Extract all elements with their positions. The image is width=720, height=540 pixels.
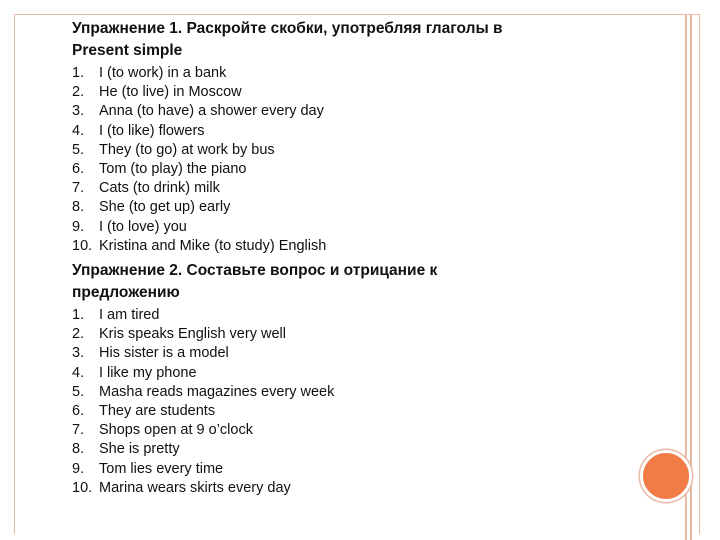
item-text: I (to work) in a bank xyxy=(99,65,227,81)
list-item xyxy=(72,102,632,121)
item-text: They (to go) at work by bus xyxy=(99,141,275,158)
exercise-1 xyxy=(72,18,632,256)
item-text: Kris speaks English very well xyxy=(99,326,286,343)
list-item xyxy=(72,64,632,83)
item-number: 10. xyxy=(72,237,93,254)
item-number: 9. xyxy=(72,460,85,477)
item-number: 6. xyxy=(72,161,85,178)
item-number: 7. xyxy=(72,422,85,439)
item-number: 4. xyxy=(72,122,85,139)
list-item xyxy=(72,383,632,402)
list-item xyxy=(72,198,632,217)
item-number: 8. xyxy=(72,441,85,458)
item-number: 4. xyxy=(72,364,85,381)
item-text: She is pretty xyxy=(99,441,180,458)
list-item xyxy=(72,402,632,421)
exercise-2-title xyxy=(72,260,632,304)
item-text: Tom lies every time xyxy=(99,460,224,477)
list-item xyxy=(72,179,632,198)
list-item xyxy=(72,440,632,459)
item-number: 9. xyxy=(72,218,85,235)
exercise-2 xyxy=(72,260,632,498)
list-item xyxy=(72,122,632,141)
item-text: Tom (to play) the piano xyxy=(99,161,247,178)
frame-right-rule-outer xyxy=(690,14,692,540)
list-item xyxy=(72,237,632,256)
item-number: 3. xyxy=(72,103,85,120)
list-item xyxy=(72,421,632,440)
slide-content xyxy=(72,18,632,502)
list-item xyxy=(72,460,632,479)
item-number: 7. xyxy=(72,180,85,197)
item-number: 5. xyxy=(72,141,85,158)
item-text: Cats (to drink) milk xyxy=(99,180,220,197)
item-number: 1. xyxy=(72,307,85,324)
exercise-1-title xyxy=(72,18,632,62)
item-number: 2. xyxy=(72,84,85,101)
item-text: Kristina and Mike (to study) English xyxy=(99,237,327,254)
list-item xyxy=(72,83,632,102)
exercise-2-title-line1: Упражнение 2. Составьте вопрос и отрицание к xyxy=(72,262,438,280)
item-text: Shops open at 9 o’clock xyxy=(99,422,253,439)
item-text: I like my phone xyxy=(99,364,197,381)
list-item xyxy=(72,479,632,498)
item-number: 3. xyxy=(72,345,85,362)
item-text: I (to like) flowers xyxy=(99,122,205,139)
exercise-1-title-line2: Present simple xyxy=(72,42,183,59)
item-text: Anna (to have) a shower every day xyxy=(99,103,324,120)
item-text: They are students xyxy=(99,403,216,420)
exercise-2-list xyxy=(72,306,632,498)
item-text: I (to love) you xyxy=(99,218,187,235)
item-text: She (to get up) early xyxy=(99,199,231,216)
exercise-1-title-line1: Упражнение 1. Раскройте скобки, употребляя глаголы в xyxy=(72,20,503,37)
exercise-2-title-line2: предложению xyxy=(72,284,180,302)
item-number: 5. xyxy=(72,383,85,400)
list-item xyxy=(72,141,632,160)
item-number: 6. xyxy=(72,403,85,420)
list-item xyxy=(72,325,632,344)
list-item xyxy=(72,364,632,383)
exercise-1-list xyxy=(72,64,632,256)
list-item xyxy=(72,306,632,325)
item-number: 8. xyxy=(72,199,85,216)
item-number: 2. xyxy=(72,326,85,343)
list-item xyxy=(72,218,632,237)
item-text: He (to live) in Moscow xyxy=(99,84,242,101)
item-number: 1. xyxy=(72,65,85,81)
item-text: Marina wears skirts every day xyxy=(99,479,291,496)
item-text: I am tired xyxy=(99,307,160,324)
list-item xyxy=(72,160,632,179)
item-text: Masha reads magazines every week xyxy=(99,383,335,400)
accent-circle xyxy=(640,450,692,502)
item-number: 10. xyxy=(72,479,93,496)
item-text: His sister is a model xyxy=(99,345,229,362)
list-item xyxy=(72,344,632,363)
